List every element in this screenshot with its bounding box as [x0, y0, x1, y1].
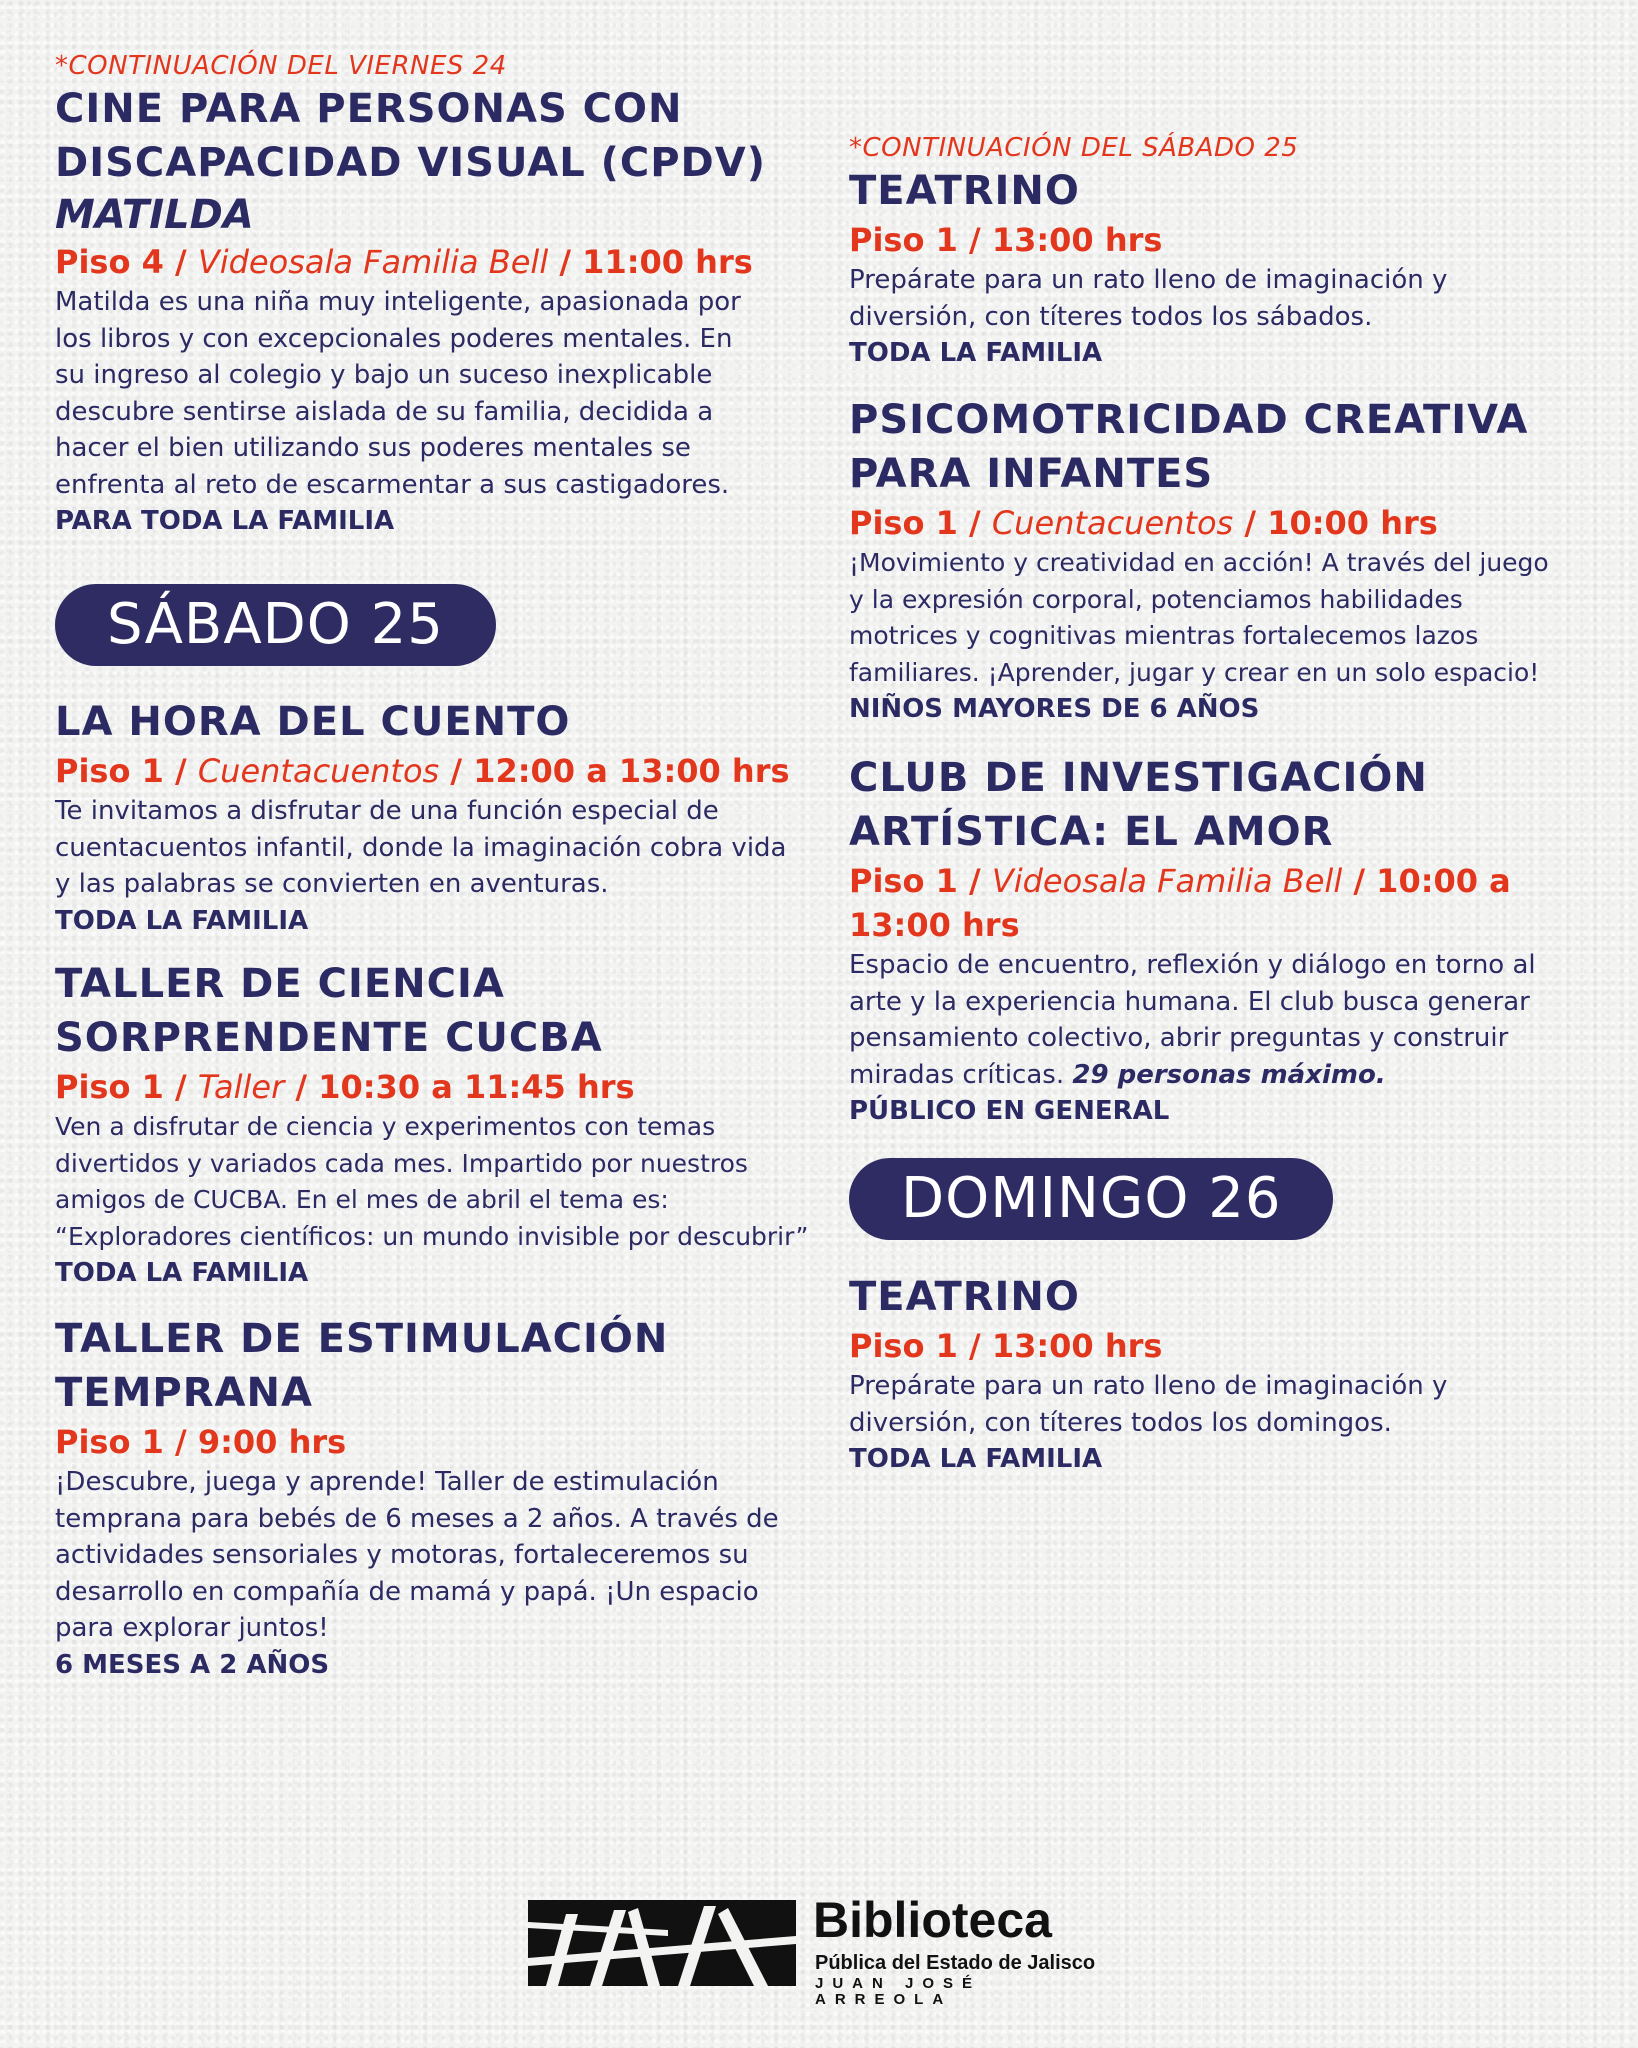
biblioteca-logo — [528, 1892, 1113, 2008]
description-line: pensamiento colectivo, abrir preguntas y construir — [849, 1023, 1509, 1053]
capacity-note: 29 personas máximo. — [1072, 1059, 1386, 1090]
event-description — [55, 1464, 815, 1647]
description-text: miradas críticas. — [849, 1059, 1073, 1090]
event-estimulacion-temprana — [55, 1312, 815, 1683]
event-cpdv — [55, 50, 800, 539]
description-line: Te invitamos a disfrutar de una función especial de — [55, 796, 719, 826]
description-line: familiares. ¡Aprender, jugar y crear en un solo espacio! — [849, 657, 1540, 687]
description-line: Prepárate para un rato lleno de imaginación y — [849, 265, 1448, 295]
event-audience: PARA TODA LA FAMILIA — [55, 506, 395, 536]
description-line: hacer el bien utilizando sus poderes mentales se — [55, 433, 691, 463]
event-audience: TODA LA FAMILIA — [849, 338, 1103, 368]
event-description — [55, 1109, 815, 1255]
library-logo-icon — [528, 1900, 796, 1986]
day-header-sunday — [849, 1158, 1333, 1240]
event-title: ARTÍSTICA: EL AMOR — [849, 809, 1334, 855]
description-line: temprana para bebés de 6 meses a 2 años. A través de — [55, 1503, 779, 1534]
event-audience: NIÑOS MAYORES DE 6 AÑOS — [849, 694, 1260, 724]
event-location: Piso 1 / 13:00 hrs — [849, 221, 1163, 259]
event-title: LA HORA DEL CUENTO — [55, 699, 571, 745]
description-line: los libros y con excepcionales poderes mentales. En — [55, 323, 733, 354]
description-line: cuentacuentos infantil, donde la imaginación cobra vida — [55, 832, 787, 863]
event-description — [849, 1368, 1594, 1441]
event-title: CLUB DE INVESTIGACIÓN — [849, 755, 1428, 801]
description-line: amigos de CUCBA. En el mes de abril el tema es: — [55, 1185, 669, 1214]
description-line: Ven a disfrutar de ciencia y experimentos con temas — [55, 1112, 716, 1141]
event-location: Piso 1 / 9:00 hrs — [55, 1423, 347, 1461]
logo-subtitle-name: JUAN JOSÉ ARREOLA — [815, 1975, 982, 2008]
description-line: ¡Movimiento y creatividad en acción! A través del juego — [849, 548, 1549, 577]
location-time: / 12:00 a 13:00 hrs — [439, 752, 790, 790]
event-teatrino-domingo — [849, 1270, 1594, 1477]
event-title: PSICOMOTRICIDAD CREATIVA — [849, 397, 1529, 443]
description-line: y la expresión corporal, potenciamos habilidades — [849, 584, 1463, 614]
event-description — [849, 947, 1594, 1093]
event-title: TEMPRANA — [55, 1370, 313, 1416]
location-time: / 10:00 hrs — [1233, 504, 1438, 542]
location-floor: Piso 1 / — [849, 862, 992, 900]
location-floor: Piso 1 / — [849, 504, 992, 542]
event-location — [849, 859, 1594, 903]
location-floor: Piso 1 / — [55, 752, 198, 790]
event-audience: TODA LA FAMILIA — [55, 905, 309, 936]
event-location — [55, 1065, 815, 1109]
event-taller-ciencia — [55, 957, 815, 1291]
event-location — [55, 240, 800, 284]
description-line: su ingreso al colegio y bajo un suceso inexplicable — [55, 360, 713, 390]
logo-subtitle: Pública del Estado de Jalisco — [815, 1952, 1096, 1974]
event-location-time: 13:00 hrs — [849, 906, 1020, 944]
location-venue: Taller — [197, 1068, 285, 1106]
event-title: DISCAPACIDAD VISUAL (CPDV) — [55, 140, 766, 186]
event-title: TALLER DE ESTIMULACIÓN — [55, 1316, 669, 1362]
event-club-investigacion — [849, 751, 1594, 1129]
description-line: Espacio de encuentro, reflexión y diálogo en torno al — [849, 950, 1536, 980]
event-location: Piso 1 / 13:00 hrs — [849, 1327, 1163, 1365]
location-floor: Piso 1 / — [55, 1068, 198, 1106]
description-line — [849, 1057, 1594, 1094]
day-header-saturday — [55, 584, 496, 666]
description-line: para explorar juntos! — [55, 1613, 329, 1643]
event-title: CINE PARA PERSONAS CON — [55, 86, 683, 132]
description-line: motrices y cognitivas mientras fortalecemos lazos — [849, 621, 1479, 650]
event-audience: 6 MESES A 2 AÑOS — [55, 1649, 330, 1680]
event-title: PARA INFANTES — [849, 451, 1214, 497]
location-time: / 10:30 a 11:45 hrs — [284, 1068, 635, 1106]
event-description — [55, 793, 815, 903]
description-line: diversión, con títeres todos los domingos. — [849, 1407, 1392, 1438]
description-line: diversión, con títeres todos los sábados. — [849, 301, 1373, 332]
event-hora-del-cuento — [55, 695, 815, 939]
event-subtitle: MATILDA — [55, 192, 254, 238]
continuation-note: *CONTINUACIÓN DEL VIERNES 24 — [55, 51, 507, 81]
description-line: enfrenta al reto de escarmentar a sus castigadores. — [55, 469, 730, 500]
location-venue: Videosala Familia Bell — [991, 862, 1343, 900]
event-audience: PÚBLICO EN GENERAL — [849, 1096, 1170, 1126]
day-badge: SÁBADO 25 — [55, 584, 496, 666]
logo-name: Biblioteca — [813, 1892, 1052, 1948]
location-floor: Piso 4 / — [55, 243, 198, 281]
event-description — [55, 284, 800, 503]
event-title: TEATRINO — [849, 168, 1080, 214]
description-line: divertidos y variados cada mes. Impartido por nuestros — [55, 1148, 748, 1178]
event-description — [849, 262, 1594, 335]
description-line: descubre sentirse aislada de su familia, decidida a — [55, 396, 714, 427]
event-audience: TODA LA FAMILIA — [55, 1258, 309, 1288]
description-line: Prepárate para un rato lleno de imaginación y — [849, 1371, 1448, 1401]
location-time: / 11:00 hrs — [548, 243, 753, 281]
event-location — [55, 749, 815, 793]
day-badge: DOMINGO 26 — [849, 1158, 1333, 1240]
description-line: ¡Descubre, juega y aprende! Taller de estimulación — [55, 1467, 719, 1497]
description-line: y las palabras se convierten en aventuras. — [55, 869, 609, 899]
location-venue: Cuentacuentos — [991, 504, 1234, 542]
event-teatrino-sabado — [849, 132, 1594, 371]
location-venue: Videosala Familia Bell — [197, 243, 549, 281]
event-title: SORPRENDENTE CUCBA — [55, 1015, 603, 1061]
description-line: “Exploradores científicos: un mundo invisible por descubrir” — [55, 1221, 809, 1251]
event-description — [849, 545, 1594, 691]
location-time: / 10:00 a — [1342, 862, 1511, 900]
description-line: arte y la experiencia humana. El club busca generar — [849, 986, 1530, 1017]
continuation-note: *CONTINUACIÓN DEL SÁBADO 25 — [849, 133, 1299, 163]
event-psicomotricidad — [849, 393, 1594, 727]
description-line: actividades sensoriales y motoras, fortaleceremos su — [55, 1540, 749, 1570]
event-location — [849, 501, 1594, 545]
event-audience: TODA LA FAMILIA — [849, 1444, 1103, 1474]
event-title: TALLER DE CIENCIA — [55, 961, 505, 1007]
description-line: Matilda es una niña muy inteligente, apasionada por — [55, 287, 741, 317]
event-title: TEATRINO — [849, 1274, 1080, 1320]
description-line: desarrollo en compañía de mamá y papá. ¡Un espacio — [55, 1576, 759, 1607]
location-venue: Cuentacuentos — [197, 752, 440, 790]
